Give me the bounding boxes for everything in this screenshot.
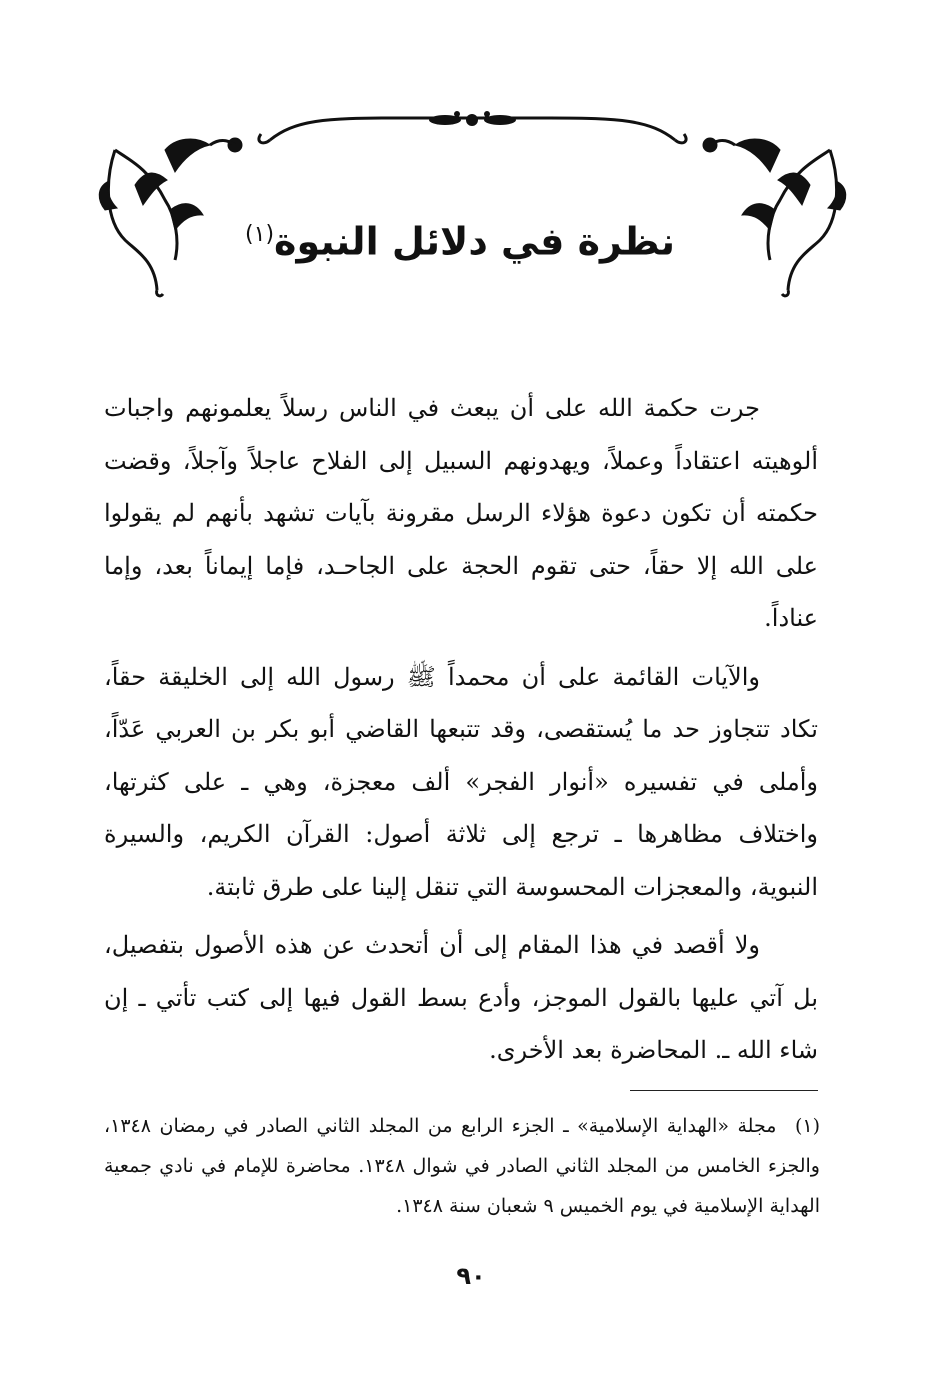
footnote-separator <box>630 1090 818 1091</box>
chapter-title-text: نظرة في دلائل النبوة <box>274 219 675 264</box>
right-corner-ornament <box>703 138 846 296</box>
body-text <box>104 382 818 1077</box>
center-knot <box>429 111 516 126</box>
paragraph-3: ولا أقصد في هذا المقام إلى أن أتحدث عن هذه الأصول بتفصيل، بل آتي عليها بالقول الموجز، وأدع بسط القول فيها إلى كتب تأتي ـ إن شاء الله ـ. المحاضرة بعد الأخرى. <box>104 931 818 1064</box>
footnote-text: مجلة «الهداية الإسلامية» ـ الجزء الرابع من المجلد الثاني الصادر في رمضان ١٣٤٨، والجزء الخامس من المجلد الثاني الصادر في شوال ١٣٤٨. محاضرة للإمام في نادي جمعية الهداية الإسلامية في يوم الخميس ٩ شعبان سنة ١٣٤٨. <box>104 1115 820 1217</box>
footnote-marker: (١) <box>794 1115 820 1137</box>
paragraph-1: جرت حكمة الله على أن يبعث في الناس رسلاً يعلمونهم واجبات ألوهيته اعتقاداً وعملاً، ويهدونهم السبيل إلى الفلاح عاجلاً وآجلاً، وقضت حكمته أن تكون دعوة هؤلاء الرسل مقرونة بآيات تشهد بأنهم لم يقولوا على الله إلا حقاً، حتى تقوم الحجة على الجاحـد، فإما إيماناً بعد، وإما عناداً. <box>104 394 818 632</box>
title-footnote-marker: (١) <box>245 222 275 247</box>
page-number: ٩٠ <box>456 1262 486 1290</box>
paragraph-2: والآيات القائمة على أن محمداً ﷺ رسول الله إلى الخليقة حقاً، تكاد تتجاوز حد ما يُستقصى، وقد تتبعها القاضي أبو بكر بن العربي عَدّاً، وأملى في تفسيره «أنوار الفجر» ألف معجزة، وهي ـ على كثرتها، واختلاف مظاهرها ـ ترجع إلى ثلاثة أصول: القرآن الكريم، والسيرة النبوية، والمعجزات المحسوسة التي تنقل إلينا على طرق ثابتة. <box>104 662 818 901</box>
chapter-title <box>230 205 690 272</box>
left-corner-ornament <box>99 138 242 296</box>
footnote <box>104 1106 820 1226</box>
